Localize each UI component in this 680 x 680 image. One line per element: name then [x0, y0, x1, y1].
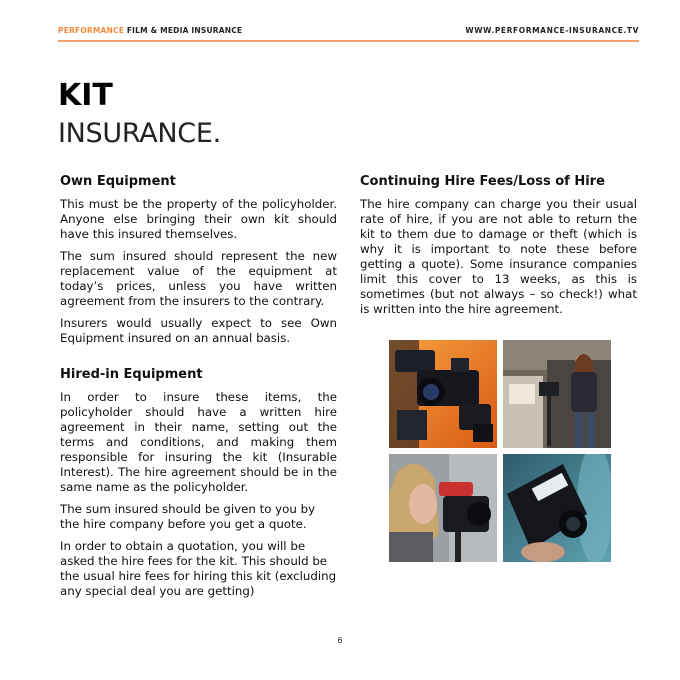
continuing-hire-paragraph: The hire company can charge you their usual rate of hire, if you are not able to return the kit to them due to damage or theft (which is why it is important to note these before getting a quote). Some insurance companies limit this cover to 13 weeks, as this is sometimes (but not always – so check!) what is written into the hire agreement. [360, 197, 637, 316]
camera-operator-photo [389, 454, 497, 562]
right-column [360, 172, 637, 324]
brand-rest: FILM & MEDIA INSURANCE [126, 26, 243, 35]
brand-name [58, 26, 242, 35]
hired-in-paragraph: In order to insure these items, the policyholder should have a written hire agreement in their name, setting out the terms and conditions, and making them responsible for insuring the kit (Insurable Interest). The hire agreement should be in the same name as the policyholder. [60, 390, 337, 494]
page-title-line-2: INSURANCE. [58, 118, 221, 149]
handheld-camera-photo [503, 454, 611, 562]
film-set-photo [503, 340, 611, 448]
camera-rig-photo [389, 340, 497, 448]
website-url[interactable]: WWW.PERFORMANCE-INSURANCE.TV [465, 26, 639, 35]
page-title-line-1: KIT [58, 78, 113, 113]
left-column [60, 172, 337, 606]
own-equipment-paragraph: The sum insured should represent the new replacement value of the equipment at today’s prices, unless you have written agreement from the insurers to the contrary. [60, 249, 337, 308]
hired-in-paragraph: The sum insured should be given to you by the hire company before you get a quote. [60, 502, 316, 531]
hired-in-equipment-heading: Hired-in Equipment [60, 367, 203, 382]
page-number: 6 [337, 636, 343, 645]
own-equipment-heading: Own Equipment [60, 174, 176, 189]
own-equipment-paragraph: Insurers would usually expect to see Own Equipment insured on an annual basis. [60, 316, 337, 345]
page-header [58, 26, 639, 42]
brand-accent: PERFORMANCE [58, 26, 125, 35]
hired-in-paragraph: In order to obtain a quotation, you will be asked the hire fees for the kit. This should be the usual hire fees for hiring this kit (excluding any special deal you are getting) [60, 539, 337, 598]
photo-grid [389, 340, 611, 562]
continuing-hire-heading: Continuing Hire Fees/Loss of Hire [360, 174, 605, 189]
own-equipment-paragraph: This must be the property of the policyholder. Anyone else bringing their own kit should have this insured themselves. [60, 197, 337, 241]
